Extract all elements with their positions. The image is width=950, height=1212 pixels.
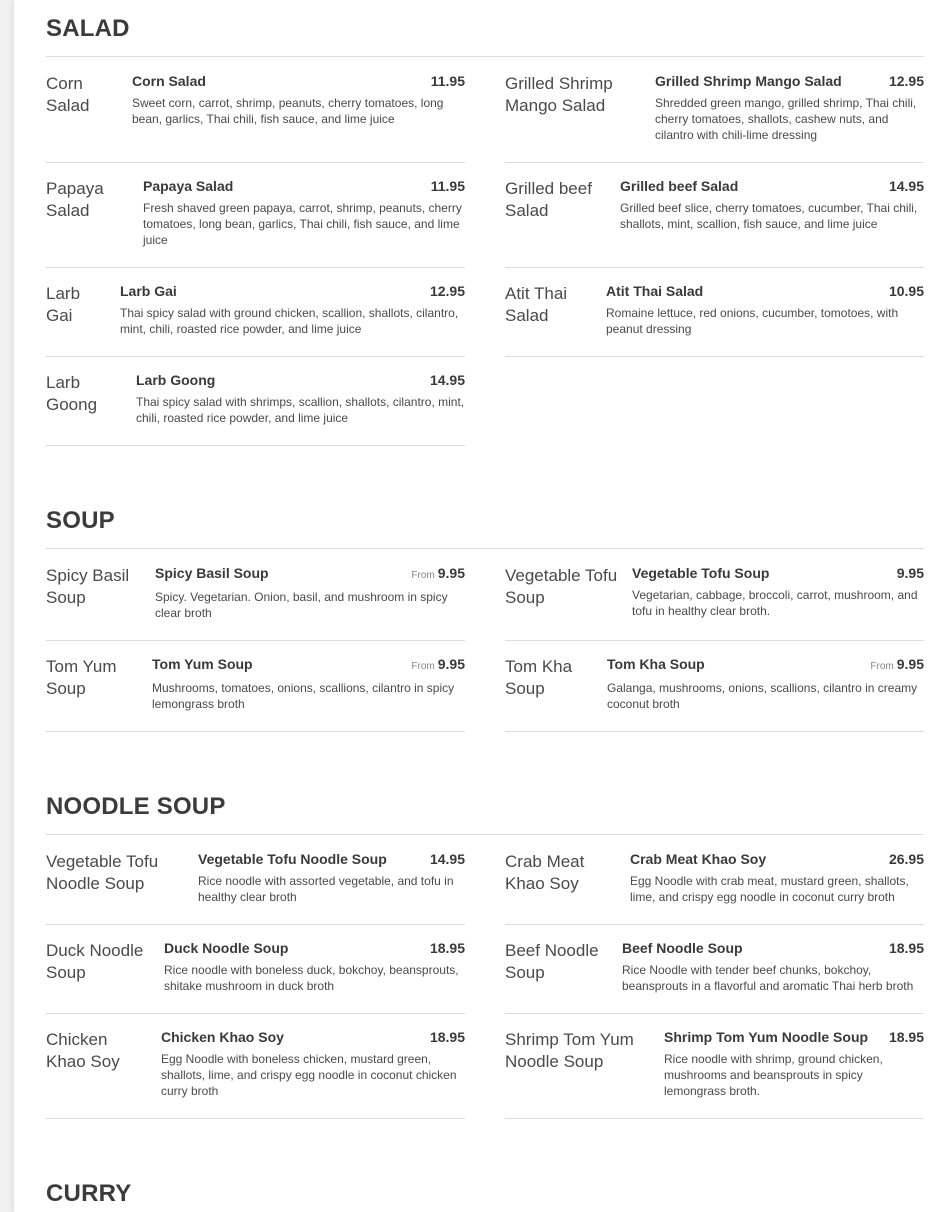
item-divider — [46, 162, 465, 163]
menu-item-chicken-khao-soy[interactable] — [46, 1029, 465, 1099]
item-price: 18.95 — [888, 940, 924, 956]
item-divider — [505, 924, 924, 925]
item-divider — [46, 267, 465, 268]
item-price: From 9.95 — [411, 656, 465, 672]
item-price: 14.95 — [888, 178, 924, 194]
menu-item-vegetable-tofu-soup[interactable] — [505, 565, 924, 619]
item-price: 12.95 — [429, 283, 465, 299]
item-divider — [505, 1118, 924, 1119]
item-price: 11.95 — [430, 73, 465, 89]
item-description: Galanga, mushrooms, onions, scallions, cilantro in creamy coconut broth — [607, 681, 918, 711]
item-divider — [46, 924, 465, 925]
item-name: Vegetable Tofu Soup — [632, 565, 770, 581]
item-image: Tom Yum Soup — [46, 657, 117, 698]
item-divider — [46, 640, 465, 641]
price-from-label: From — [411, 570, 435, 581]
item-image: Grilled beef Salad — [505, 179, 592, 220]
menu-item-larb-gai[interactable] — [46, 283, 465, 337]
item-price: 18.95 — [888, 1029, 924, 1045]
menu-item-beef-noodle-soup[interactable] — [505, 940, 924, 994]
section-title-curry: CURRY — [46, 1180, 132, 1207]
item-image: Corn Salad — [46, 74, 90, 115]
price-from-label: From — [870, 661, 894, 672]
item-image: Shrimp Tom Yum Noodle Soup — [505, 1030, 634, 1071]
menu-item-grilled-shrimp-mango-salad[interactable] — [505, 73, 924, 143]
menu-page — [14, 0, 950, 1212]
item-description: Rice noodle with assorted vegetable, and tofu in healthy clear broth — [198, 874, 454, 904]
item-divider — [505, 1013, 924, 1014]
item-price: From 9.95 — [411, 565, 465, 581]
item-image: Grilled Shrimp Mango Salad — [505, 74, 613, 115]
item-description: Fresh shaved green papaya, carrot, shrimp, peanuts, cherry tomatoes, long bean, garlics, Thai chili, fish sauce, and lime juice — [143, 201, 462, 247]
item-image: Tom Kha Soup — [505, 657, 573, 698]
item-name: Crab Meat Khao Soy — [630, 851, 767, 867]
item-description: Egg Noodle with boneless chicken, mustard green, shallots, lime, and crispy egg noodle in coconut chicken curry broth — [161, 1052, 457, 1098]
menu-item-tom-yum-soup[interactable] — [46, 656, 465, 712]
item-name: Atit Thai Salad — [606, 283, 704, 299]
item-divider — [505, 267, 924, 268]
item-price: From 9.95 — [870, 656, 924, 672]
item-name: Tom Kha Soup — [607, 656, 705, 672]
section-divider — [46, 548, 924, 549]
item-price: 12.95 — [888, 73, 924, 89]
item-description: Romaine lettuce, red onions, cucumber, tomotoes, with peanut dressing — [606, 306, 899, 336]
menu-item-papaya-salad[interactable] — [46, 178, 465, 248]
item-price: 26.95 — [888, 851, 924, 867]
item-divider — [46, 356, 465, 357]
item-price: 18.95 — [429, 940, 465, 956]
section-title-salad: SALAD — [46, 15, 130, 42]
item-name: Duck Noodle Soup — [164, 940, 289, 956]
item-description: Thai spicy salad with ground chicken, scallion, shallots, cilantro, mint, chili, roasted rice powder, and lime juice — [120, 306, 459, 336]
menu-item-tom-kha-soup[interactable] — [505, 656, 924, 712]
price-from-label: From — [411, 661, 435, 672]
menu-item-duck-noodle-soup[interactable] — [46, 940, 465, 994]
menu-item-grilled-beef-salad[interactable] — [505, 178, 924, 232]
menu-item-spicy-basil-soup[interactable] — [46, 565, 465, 621]
item-divider — [505, 640, 924, 641]
item-image: Spicy Basil Soup — [46, 566, 130, 607]
item-price: 14.95 — [429, 372, 465, 388]
section-divider — [46, 834, 924, 835]
item-image: Larb Gai — [46, 284, 81, 325]
item-name: Shrimp Tom Yum Noodle Soup — [664, 1029, 869, 1045]
item-image: Beef Noodle Soup — [505, 941, 599, 982]
item-image: Papaya Salad — [46, 179, 104, 220]
item-name: Grilled Shrimp Mango Salad — [655, 73, 842, 89]
item-divider — [46, 1013, 465, 1014]
menu-item-vegetable-tofu-noodle-soup[interactable] — [46, 851, 465, 905]
item-description: Thai spicy salad with shrimps, scallion, shallots, cilantro, mint, chili, roasted rice powder, and lime juice — [136, 395, 465, 425]
item-price: 10.95 — [888, 283, 924, 299]
item-description: Rice Noodle with tender beef chunks, bokchoy, beansprouts in a flavorful and aromatic Thai herb broth — [622, 963, 914, 993]
item-price: 11.95 — [430, 178, 465, 194]
item-description: Rice noodle with boneless duck, bokchoy, beansprouts, shitake mushroom in duck broth — [164, 963, 459, 993]
item-description: Egg Noodle with crab meat, mustard green, shallots, lime, and crispy egg noodle in coconut curry broth — [630, 874, 909, 904]
item-name: Larb Gai — [120, 283, 177, 299]
item-name: Grilled beef Salad — [620, 178, 739, 194]
item-name: Papaya Salad — [143, 178, 234, 194]
item-description: Shredded green mango, grilled shrimp, Thai chili, cherry tomatoes, shallots, cashew nuts, and cilantro with chili-lime dressing — [655, 96, 917, 142]
item-description: Mushrooms, tomatoes, onions, scallions, cilantro in spicy lemongrass broth — [152, 681, 455, 711]
item-divider — [46, 445, 465, 446]
section-title-noodle-soup: NOODLE SOUP — [46, 793, 226, 820]
item-image: Duck Noodle Soup — [46, 941, 144, 982]
item-name: Spicy Basil Soup — [155, 565, 269, 581]
menu-item-shrimp-tom-yum-noodle-soup[interactable] — [505, 1029, 924, 1099]
item-price: 18.95 — [429, 1029, 465, 1045]
menu-item-corn-salad[interactable] — [46, 73, 465, 127]
item-image: Crab Meat Khao Soy — [505, 852, 585, 893]
item-image: Vegetable Tofu Soup — [505, 566, 618, 607]
item-price: 9.95 — [896, 565, 924, 581]
item-name: Vegetable Tofu Noodle Soup — [198, 851, 387, 867]
item-name: Chicken Khao Soy — [161, 1029, 284, 1045]
menu-item-crab-meat-khao-soy[interactable] — [505, 851, 924, 905]
item-name: Corn Salad — [132, 73, 206, 89]
item-name: Tom Yum Soup — [152, 656, 253, 672]
section-title-soup: SOUP — [46, 507, 115, 534]
item-name: Beef Noodle Soup — [622, 940, 743, 956]
item-divider — [505, 731, 924, 732]
item-price: 14.95 — [429, 851, 465, 867]
item-name: Larb Goong — [136, 372, 216, 388]
item-description: Grilled beef slice, cherry tomatoes, cucumber, Thai chili, shallots, mint, scallion, fish sauce, and lime juice — [620, 201, 918, 231]
item-description: Sweet corn, carrot, shrimp, peanuts, cherry tomatoes, long bean, garlics, Thai chili, fish sauce, and lime juice — [132, 96, 444, 126]
menu-item-atit-thai-salad[interactable] — [505, 283, 924, 337]
item-divider — [505, 162, 924, 163]
item-description: Rice noodle with shrimp, ground chicken, mushrooms and beansprouts in spicy lemongrass broth. — [664, 1052, 883, 1098]
menu-item-larb-goong[interactable] — [46, 372, 465, 426]
item-image: Atit Thai Salad — [505, 284, 568, 325]
item-divider — [505, 356, 924, 357]
item-image: Chicken Khao Soy — [46, 1030, 120, 1071]
item-description: Spicy. Vegetarian. Onion, basil, and mushroom in spicy clear broth — [155, 590, 448, 620]
item-image: Vegetable Tofu Noodle Soup — [46, 852, 159, 893]
item-divider — [46, 731, 465, 732]
section-divider — [46, 56, 924, 57]
item-description: Vegetarian, cabbage, broccoli, carrot, mushroom, and tofu in healthy clear broth. — [632, 588, 918, 618]
item-divider — [46, 1118, 465, 1119]
item-image: Larb Goong — [46, 373, 98, 414]
